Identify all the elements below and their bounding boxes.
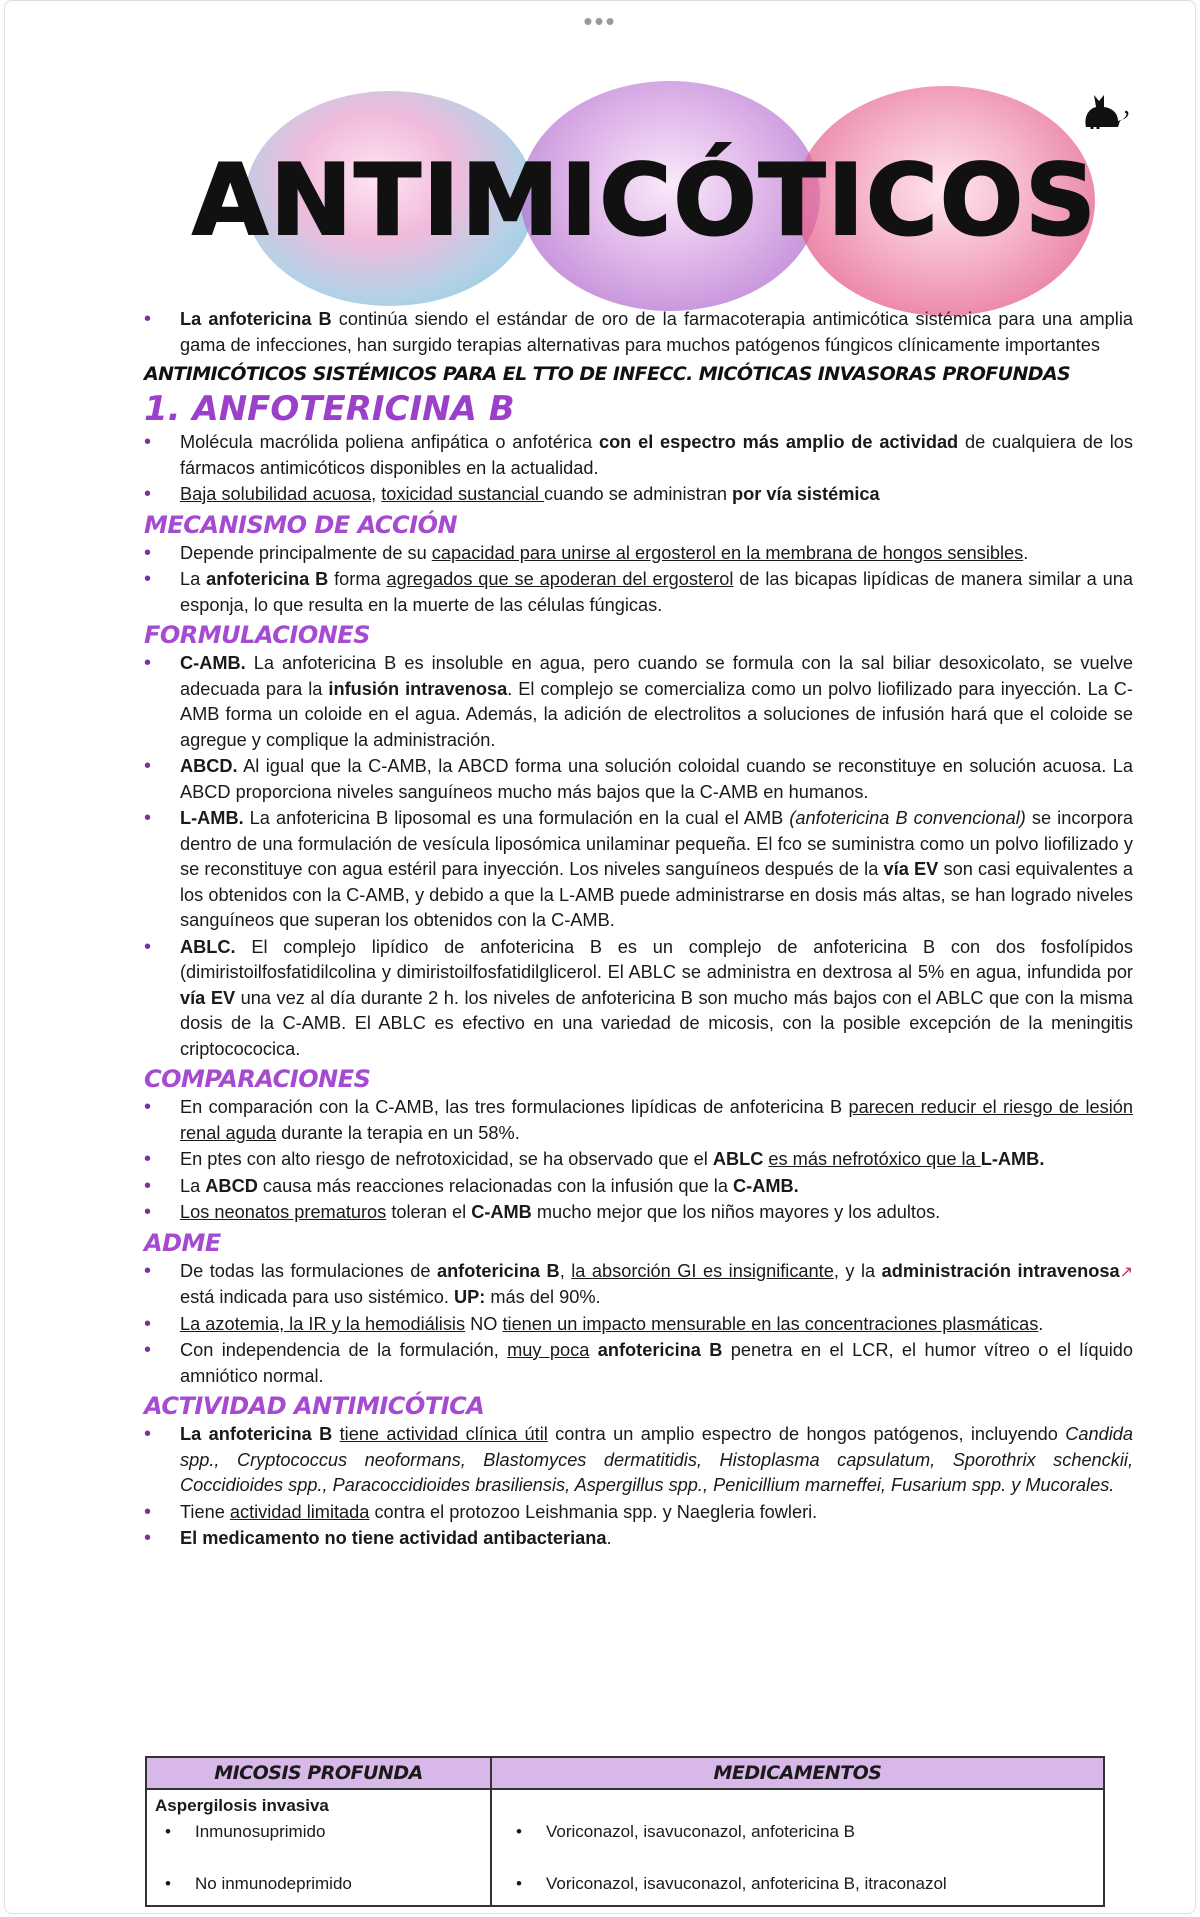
title-banner	[5, 61, 1197, 321]
list-item: • En ptes con alto riesgo de nefrotoxicidad, se ha observado que el ABLC es más nefrotóxico que la L-AMB.	[138, 1147, 1133, 1173]
section-heading-systemic: ANTIMICÓTICOS SISTÉMICOS PARA EL TTO DE INFECC. MICÓTICAS INVASORAS PROFUNDAS	[144, 363, 1071, 385]
table-row	[147, 1790, 1103, 1905]
section-title-anfotericina: 1. ANFOTERICINA B	[144, 389, 515, 429]
table-cell-drugs	[492, 1790, 1103, 1905]
list-item: • Molécula macrólida poliena anfipática o anfotérica con el espectro más amplio de actividad de cualquiera de los fármacos antimicóticos disponibles en la actualidad.	[138, 430, 1133, 481]
table-cell-text: • Inmunosuprimido	[155, 1820, 482, 1844]
table-cell-text: • No inmunodeprimido	[155, 1872, 482, 1896]
list-item: • La anfotericina B tiene actividad clínica útil contra un amplio espectro de hongos patógenos, incluyendo Candida spp., Cryptococcus neoformans, Blastomyces dermatitidis, Histoplasma capsulatum, Sporothrix schenckii, Coccidioides spp., Paracoccidioides brasiliensis, Aspergillus spp., Penicillium marneffei, Fusarium spp. y Mucorales.	[138, 1422, 1133, 1499]
list-item: • El medicamento no tiene actividad antibacteriana.	[138, 1526, 1133, 1552]
column-header-medicamentos: MEDICAMENTOS	[713, 1762, 882, 1784]
table-cell-text: • Voriconazol, isavuconazol, anfotericina B	[506, 1820, 1089, 1844]
list-item: • De todas las formulaciones de anfotericina B, la absorción GI es insignificante, y la administración intravenosa↗está indicada para uso sistémico. UP: más del 90%.	[138, 1259, 1133, 1311]
list-item: • La azotemia, la IR y la hemodiálisis NO tienen un impacto mensurable en las concentraciones plasmáticas.	[138, 1312, 1133, 1338]
cat-icon	[1080, 83, 1132, 129]
list-item: • C-AMB. La anfotericina B es insoluble en agua, pero cuando se formula con la sal biliar desoxicolato, se vuelve adecuada para la infusión intravenosa. El complejo se comercializa como un polvo liofilizado para inyección. La C-AMB forma un coloide en el agua. Además, la adición de electrolitos a soluciones de infusión hará que el coloide se agregue y complique la administración.	[138, 651, 1133, 753]
more-dots-icon[interactable]: •••	[583, 6, 617, 36]
main-content	[138, 307, 1133, 1553]
column-header-micosis: MICOSIS PROFUNDA	[147, 1758, 492, 1788]
list-item: • Los neonatos prematuros toleran el C-AMB mucho mejor que los niños mayores y los adultos.	[138, 1200, 1133, 1226]
subheading-actividad: ACTIVIDAD ANTIMICÓTICA	[144, 1392, 485, 1420]
subheading-comparaciones: COMPARACIONES	[144, 1065, 371, 1093]
list-item: • L-AMB. La anfotericina B liposomal es una formulación en la cual el AMB (anfotericina B convencional) se incorpora dentro de una formulación de vesícula liposómica unilaminar pequeña. El fco se suministra como un polvo liofilizado y se reconstituye con agua estéril para inyección. Los niveles sanguíneos después de la vía EV son casi equivalentes a los obtenidos con la C-AMB, y debido a que la L-AMB puede administrarse en dosis más altas, se han logrado niveles sanguíneos que superan los obtenidos con la C-AMB.	[138, 806, 1133, 934]
list-item: • ABCD. Al igual que la C-AMB, la ABCD forma una solución coloidal cuando se reconstituye en solución acuosa. La ABCD proporciona niveles sanguíneos mucho más bajos que la C-AMB en humanos.	[138, 754, 1133, 805]
table-cell-condition	[147, 1790, 492, 1905]
list-item: • La anfotericina B forma agregados que se apoderan del ergosterol de las bicapas lipídicas de manera similar a una esponja, lo que resulta en la muerte de las células fúngicas.	[138, 567, 1133, 618]
table-group-label: Aspergilosis invasiva	[155, 1796, 329, 1815]
list-item: • Tiene actividad limitada contra el protozoo Leishmania spp. y Naegleria fowleri.	[138, 1500, 1133, 1526]
subheading-mecanismo: MECANISMO DE ACCIÓN	[144, 510, 458, 539]
subheading-adme: ADME	[144, 1228, 221, 1257]
subheading-formulaciones: FORMULACIONES	[144, 621, 370, 649]
micosis-table	[145, 1756, 1105, 1907]
list-item: • La ABCD causa más reacciones relacionadas con la infusión que la C-AMB.	[138, 1174, 1133, 1200]
list-item: • Baja solubilidad acuosa, toxicidad sustancial cuando se administran por vía sistémica	[138, 482, 1133, 508]
list-item: • En comparación con la C-AMB, las tres formulaciones lipídicas de anfotericina B parecen reducir el riesgo de lesión renal aguda durante la terapia en un 58%.	[138, 1095, 1133, 1146]
page-title: ANTIMICÓTICOS	[192, 144, 1098, 258]
list-item: • Con independencia de la formulación, muy poca anfotericina B penetra en el LCR, el humor vítreo o el líquido amniótico normal.	[138, 1338, 1133, 1389]
list-item: • ABLC. El complejo lipídico de anfotericina B es un complejo de anfotericina B con dos fosfolípidos (dimiristoilfosfatidilcolina y dimiristoilfosfatidilglicerol. El ABLC se administra en dextrosa al 5% en agua, infundida por vía EV una vez al día durante 2 h. los niveles de anfotericina B son mucho más bajos con el ABLC que con la misma dosis de la C-AMB. El ABLC es efectivo en una variedad de micosis, con la posible excepción de la meningitis criptocococica.	[138, 935, 1133, 1063]
list-item: • La anfotericina B continúa siendo el estándar de oro de la farmacoterapia antimicótica sistémica para una amplia gama de infecciones, han surgido terapias alternativas para muchos patógenos fúngicos clínicamente importantes	[138, 307, 1133, 358]
syringe-icon: ↗	[1119, 1263, 1134, 1281]
table-cell-text: • Voriconazol, isavuconazol, anfotericina B, itraconazol	[506, 1872, 1089, 1896]
list-item: • Depende principalmente de su capacidad para unirse al ergosterol en la membrana de hongos sensibles.	[138, 541, 1133, 567]
table-header	[147, 1758, 1103, 1790]
document-page	[4, 0, 1196, 1914]
